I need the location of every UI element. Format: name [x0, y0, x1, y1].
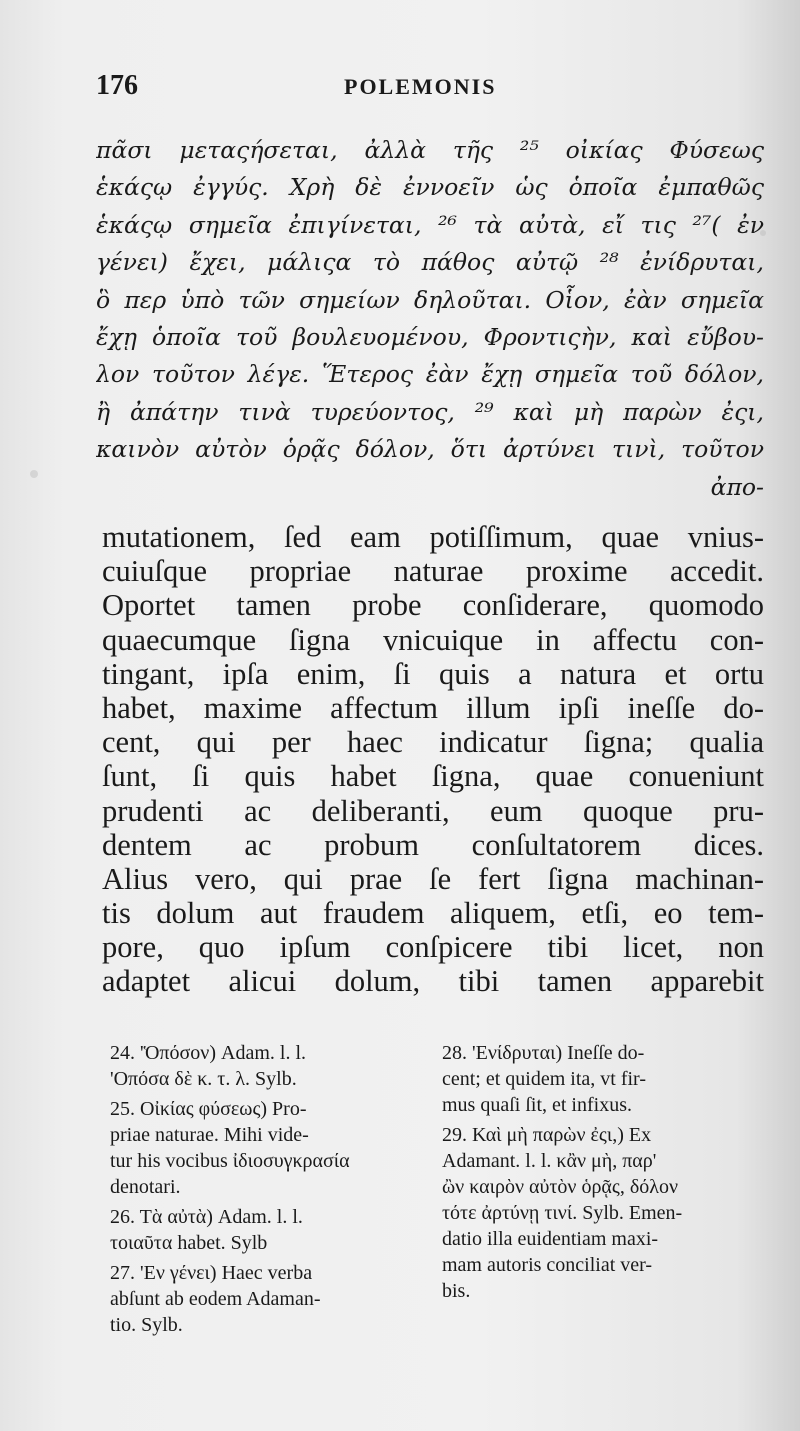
latin-line: Oportet tamen probe conſiderare, quomodo [102, 588, 764, 623]
footnote-line: 26. Τὰ αὐτὰ) Adam. l. l. [110, 1206, 303, 1228]
footnote-line: ὢν καιρὸν αὐτὸν ὁρᾷς, δόλον [442, 1176, 678, 1198]
latin-line: mutationem, ſed eam potiſſimum, quae vnius- [102, 520, 764, 554]
footnote-line: denotari. [110, 1176, 181, 1198]
latin-line: adaptet alicui dolum, tibi tamen apparebit [102, 964, 764, 999]
footnote-line: mam autoris conciliat ver- [442, 1254, 653, 1276]
page-number: 176 [96, 70, 138, 101]
footnotes-left-column [110, 1040, 422, 1338]
latin-line: habet, maxime affectum illum ipſi ineſſe do- [102, 690, 764, 725]
latin-line: Alius vero, qui prae ſe fert ſigna machinan- [102, 861, 764, 896]
footnote-line: abſunt ab eodem Adaman- [110, 1288, 321, 1310]
footnote-line: mus quaſi ſit, et infixus. [442, 1094, 632, 1116]
greek-line: γένει) ἔχει, μάλιςα τὸ πάθος αὐτῷ ²⁸ ἐνίδρυται, [96, 248, 764, 277]
greek-line: λον τοῦτον λέγε. Ἕτερος ἐὰν ἔχῃ σημεῖα τοῦ δόλον, [96, 360, 764, 389]
latin-line: quaecumque ſigna vnicuique in affectu con- [102, 622, 764, 657]
footnote-line: τότε ἀρτύνῃ τινί. Sylb. Emen- [442, 1202, 683, 1224]
latin-line: tingant, ipſa enim, ſi quis a natura et ortu [102, 656, 764, 691]
footnote-line: 25. Οἰκίας φύσεως) Pro- [110, 1098, 307, 1120]
greek-line: καινὸν αὐτὸν ὁρᾷς δόλον, ὅτι ἀρτύνει τινὶ, τοῦτον [96, 435, 764, 464]
greek-line: ἢ ἀπάτην τινὰ τυρεύοντος, ²⁹ καὶ μὴ παρὼν ἐςι, [96, 397, 764, 426]
greek-line: ὃ περ ὑπὸ τῶν σημείων δηλοῦται. Οἷον, ἐὰν σημεῖα [96, 285, 764, 314]
footnotes-right-column [442, 1040, 754, 1304]
footnote-line: cent; et quidem ita, vt fir- [442, 1068, 646, 1090]
greek-line: ἑκάςῳ ἐγγύς. Χρὴ δὲ ἐννοεῖν ὡς ὁποῖα ἐμπαθῶς [96, 173, 764, 202]
footnote-line: 28. 'Ενίδρυται) Ineſſe do- [442, 1042, 645, 1064]
greek-line: πᾶσι μεταςήσεται, ἀλλὰ τῆς ²⁵ οἰκίας Φύσεως [96, 136, 764, 164]
latin-line: prudenti ac deliberanti, eum quoque pru- [102, 793, 764, 828]
footnote-line: datio illa euidentiam maxi- [442, 1228, 659, 1250]
footnote-line: tur his vocibus ἰδιοσυγκρασία [110, 1150, 350, 1172]
footnote-line: Adamant. l. l. κἂν μὴ, παρ' [442, 1150, 657, 1172]
footnote-line: 24. 'Ὁπόσον) Adam. l. l. [110, 1042, 306, 1064]
footnote-line: 'Οπόσα δὲ κ. τ. λ. Sylb. [110, 1068, 297, 1090]
latin-line: cent, qui per haec indicatur ſigna; qualia [102, 725, 764, 760]
footnote-line: priae naturae. Mihi vide- [110, 1124, 309, 1146]
latin-line: cuiuſque propriae naturae proxime accedit. [102, 554, 764, 589]
greek-line: ἔχῃ ὁποῖα τοῦ βουλευομένου, Φροντιςὴν, καὶ εὔβου- [96, 322, 764, 351]
latin-line: dentem ac probum conſultatorem dices. [102, 827, 764, 862]
latin-line: pore, quo ipſum conſpicere tibi licet, non [102, 930, 764, 965]
latin-line: tis dolum aut fraudem aliquem, etſi, eo tem- [102, 896, 764, 931]
footnote-line: bis. [442, 1280, 471, 1302]
greek-text-block [96, 132, 764, 506]
footnote-line: 29. Καὶ μὴ παρὼν ἐςι,) Ex [442, 1124, 652, 1146]
latin-text-block [102, 520, 764, 999]
running-head: POLEMONIS [344, 74, 497, 99]
ink-speck [30, 470, 38, 478]
footnote-line: τοιαῦτα habet. Sylb [110, 1232, 268, 1254]
footnote-line: 27. 'Εν γένει) Haec verba [110, 1262, 313, 1284]
page-header [96, 70, 756, 110]
latin-line: ſunt, ſi quis habet ſigna, quae conueniunt [102, 759, 764, 794]
footnote-line: tio. Sylb. [110, 1314, 183, 1336]
greek-catchword: ἀπο- [710, 472, 764, 501]
greek-line: ἑκάςῳ σημεῖα ἐπιγίνεται, ²⁶ τὰ αὐτὰ, εἴ τις ²⁷( ἐν [96, 210, 764, 239]
